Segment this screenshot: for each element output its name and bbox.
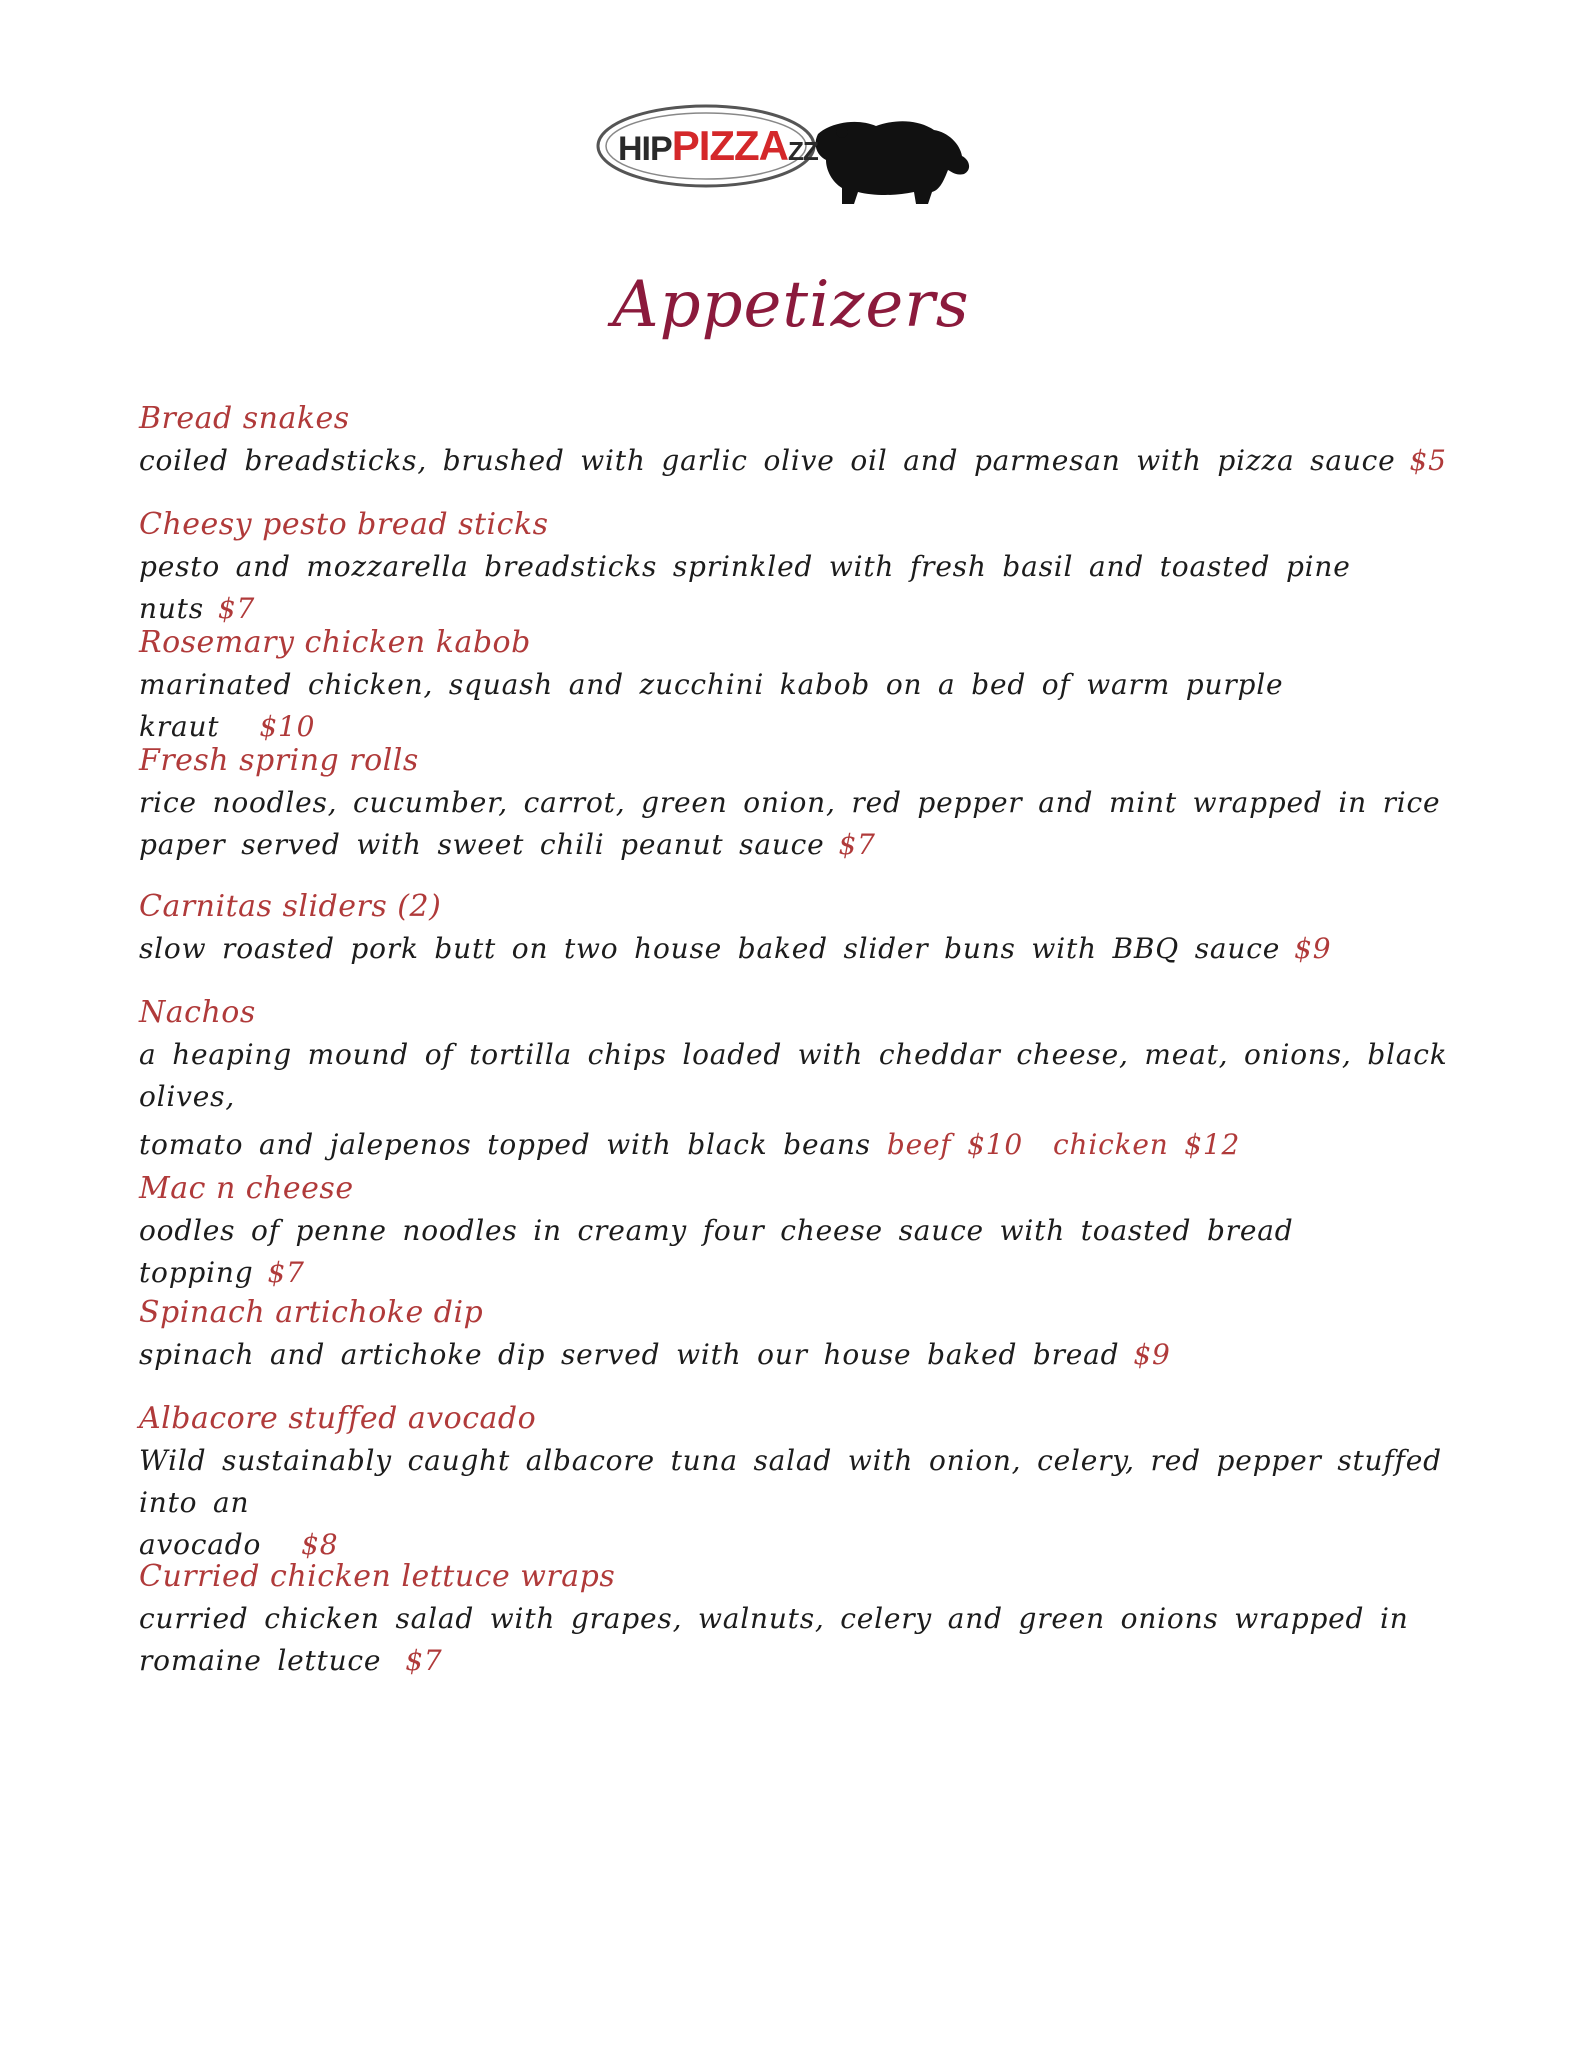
item-description [139,928,1469,970]
item-name: Cheesy pesto bread sticks [139,507,549,542]
item-price: $9 [1133,1338,1171,1371]
logo-wordmark [618,120,818,172]
item-description [139,664,1469,748]
item-description-text: oodles of penne noodles in creamy four cheese sauce with toasted bread topping [139,1214,1294,1289]
item-description-line: tomato and jalepenos topped with black beans [139,1128,871,1161]
item-description [139,1440,1469,1566]
menu-item [139,504,1469,630]
item-description [139,1598,1469,1682]
item-name: Bread snakes [139,401,350,436]
item-price: $7 [838,828,876,861]
logo-text-pizza: PIZZA [671,122,789,169]
item-name: Nachos [139,995,256,1030]
item-description [139,1034,1469,1166]
item-price: $7 [267,1256,305,1289]
item-description-line: avocado [139,1528,262,1561]
item-description [139,1334,1469,1376]
item-name: Rosemary chicken kabob [139,625,531,660]
menu-item [139,992,1469,1166]
item-description-line-wrap [139,1124,1469,1166]
menu-item [139,1292,1469,1376]
item-name: Curried chicken lettuce wraps [139,1559,616,1594]
item-price: $7 [405,1644,443,1677]
menu-item [139,1398,1469,1566]
item-description-text: rice noodles, cucumber, carrot, green onion, red pepper and mint wrapped in rice paper served with sweet chili peanut sauce [139,786,1441,861]
item-description [139,546,1469,630]
item-name: Spinach artichoke dip [139,1295,484,1330]
item-description-line: romaine lettuce [139,1644,382,1677]
item-name: Fresh spring rolls [139,743,419,778]
item-price: $7 [217,592,256,625]
item-description [139,1210,1469,1294]
menu-item [139,886,1469,970]
item-description-text: coiled breadsticks, brushed with garlic olive oil and parmesan with pizza sauce [139,444,1396,477]
item-description-line: a heaping mound of tortilla chips loaded with cheddar cheese, meat, onions, black olives, [139,1038,1448,1113]
menu-item [139,1168,1469,1294]
item-name: Albacore stuffed avocado [139,1401,537,1436]
item-description-text: marinated chicken, squash and zucchini kabob on a bed of warm purple kraut [139,668,1284,743]
item-description-line-wrap [139,1640,1469,1682]
item-description [139,782,1469,866]
item-description [139,440,1469,482]
item-description-line: curried chicken salad with grapes, walnuts, celery and green onions wrapped in [139,1602,1409,1635]
item-description-text: slow roasted pork butt on two house baked slider buns with BBQ sauce [139,932,1281,965]
item-price: $9 [1294,932,1332,965]
item-price: $8 [301,1528,339,1561]
item-name: Mac n cheese [139,1171,354,1206]
item-price: $5 [1409,444,1447,477]
menu-item [139,622,1469,748]
logo-text-hip: HIP [618,130,672,168]
item-description-text: spinach and artichoke dip served with our house baked bread [139,1338,1120,1371]
menu-item [139,740,1469,866]
menu-item [139,1556,1469,1682]
item-description-line: Wild sustainably caught albacore tuna salad with onion, celery, red pepper stuffed into an [139,1444,1442,1519]
item-price-chicken: chicken $12 [1053,1128,1241,1161]
page-title: Appetizers [612,268,970,342]
item-description-text: pesto and mozzarella breadsticks sprinkled with fresh basil and toasted pine nuts [139,550,1351,625]
item-price: $10 [259,710,316,743]
item-price-beef: beef $10 [886,1128,1024,1161]
logo-text-zz: ZZ [788,136,818,166]
menu-item [139,398,1469,482]
item-name: Carnitas sliders (2) [139,889,442,924]
